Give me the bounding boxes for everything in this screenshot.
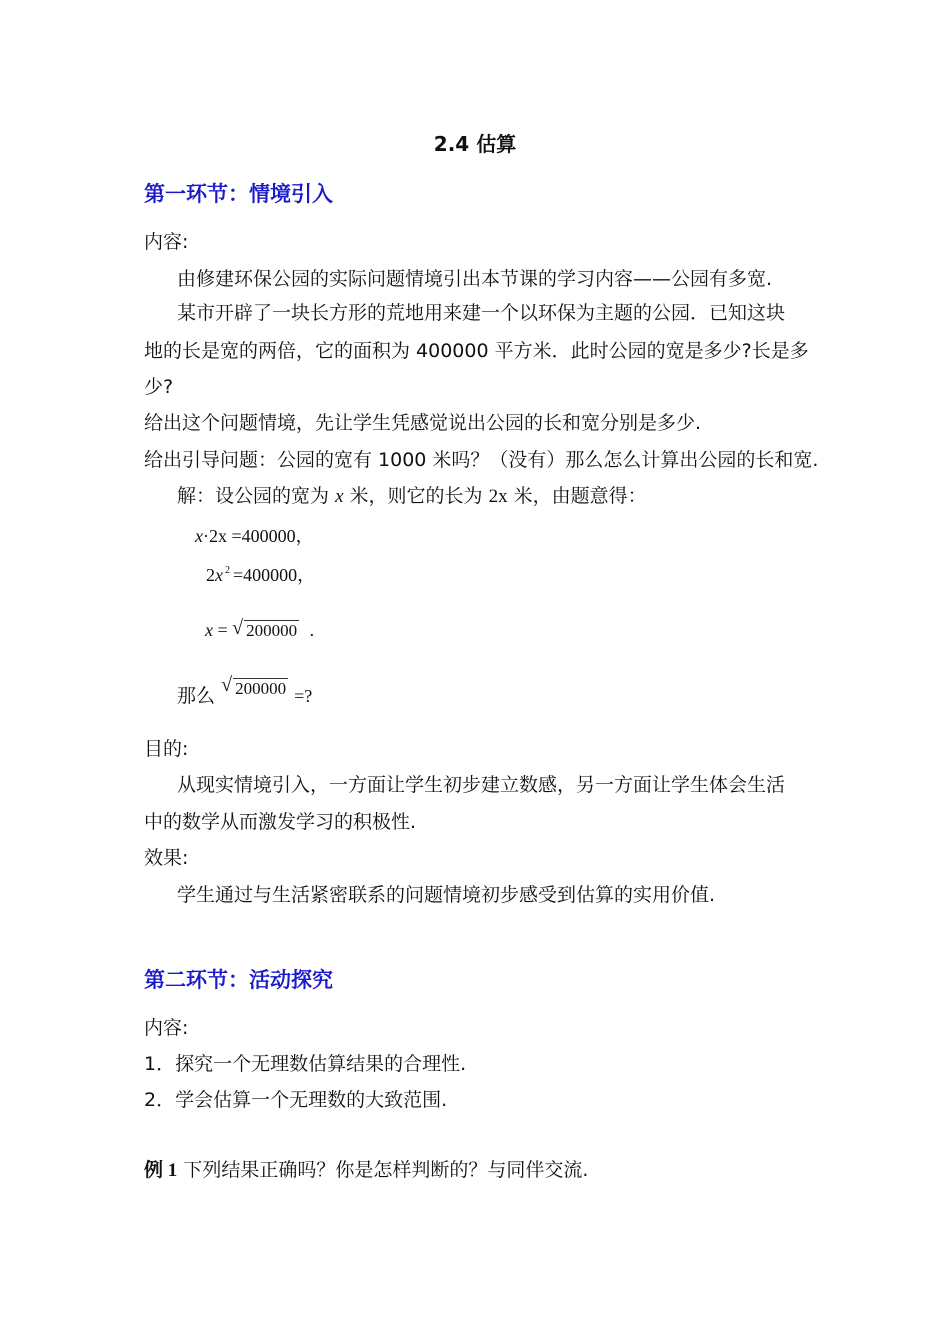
list-item: 2．学会估算一个无理数的大致范围. (144, 1089, 448, 1111)
section1-heading: 第一环节：情境引入 (144, 182, 333, 206)
effect-label: 效果: (144, 847, 189, 869)
purpose-label: 目的: (144, 738, 189, 760)
then-question: 那么 √ 200000 =? (177, 674, 313, 707)
section1-paragraph-1: 由修建环保公园的实际问题情境引出本节课的学习内容——公园有多宽. (177, 268, 773, 290)
section1-content-label: 内容: (144, 231, 189, 253)
square-root-symbol: √ 200000 (232, 617, 298, 640)
effect-text: 学生通过与生活紧密联系的问题情境初步感受到估算的实用价值. (177, 884, 716, 906)
section1-paragraph-4: 给出引导问题：公园的宽有 1000 米吗？（没有）那么怎么计算出公园的长和宽. (144, 449, 819, 471)
section2-content-label: 内容: (144, 1017, 189, 1039)
equation-3: x = √ 200000 . (205, 617, 315, 640)
section1-paragraph-3: 给出这个问题情境，先让学生凭感觉说出公园的长和宽分别是多少. (144, 412, 702, 434)
square-root-symbol: √ 200000 (221, 674, 287, 698)
section1-paragraph-2-line-2: 地的长是宽的两倍，它的面积为 400000 平方米．此时公园的宽是多少?长是多 (144, 340, 809, 362)
expression-2x: 2x (488, 486, 508, 507)
solution-intro: 解：设公园的宽为 x 米，则它的长为 2x 米，由题意得： (177, 485, 647, 507)
example-1 (144, 1158, 588, 1183)
equation-2: 2x $^2$ =400000， (206, 565, 316, 585)
purpose-line-1: 从现实情境引入，一方面让学生初步建立数感，另一方面让学生体会生活 (177, 774, 786, 796)
equation-1: x·2x =400000， (195, 526, 314, 546)
page-title: 2.4 估算 (433, 132, 517, 156)
section1-paragraph-2-line-3: 少? (144, 376, 174, 398)
example-text: 下列结果正确吗？你是怎样判断的？与同伴交流. (183, 1159, 589, 1181)
section2-heading: 第二环节：活动探究 (144, 968, 333, 992)
list-item: 1．探究一个无理数估算结果的合理性. (144, 1053, 467, 1075)
example-label: 例 1 (144, 1160, 178, 1181)
section1-paragraph-2-line-1: 某市开辟了一块长方形的荒地用来建一个以环保为主题的公园．已知这块 (177, 302, 786, 324)
purpose-line-2: 中的数学从而激发学习的积极性. (144, 811, 417, 833)
variable-x: x (335, 486, 344, 507)
